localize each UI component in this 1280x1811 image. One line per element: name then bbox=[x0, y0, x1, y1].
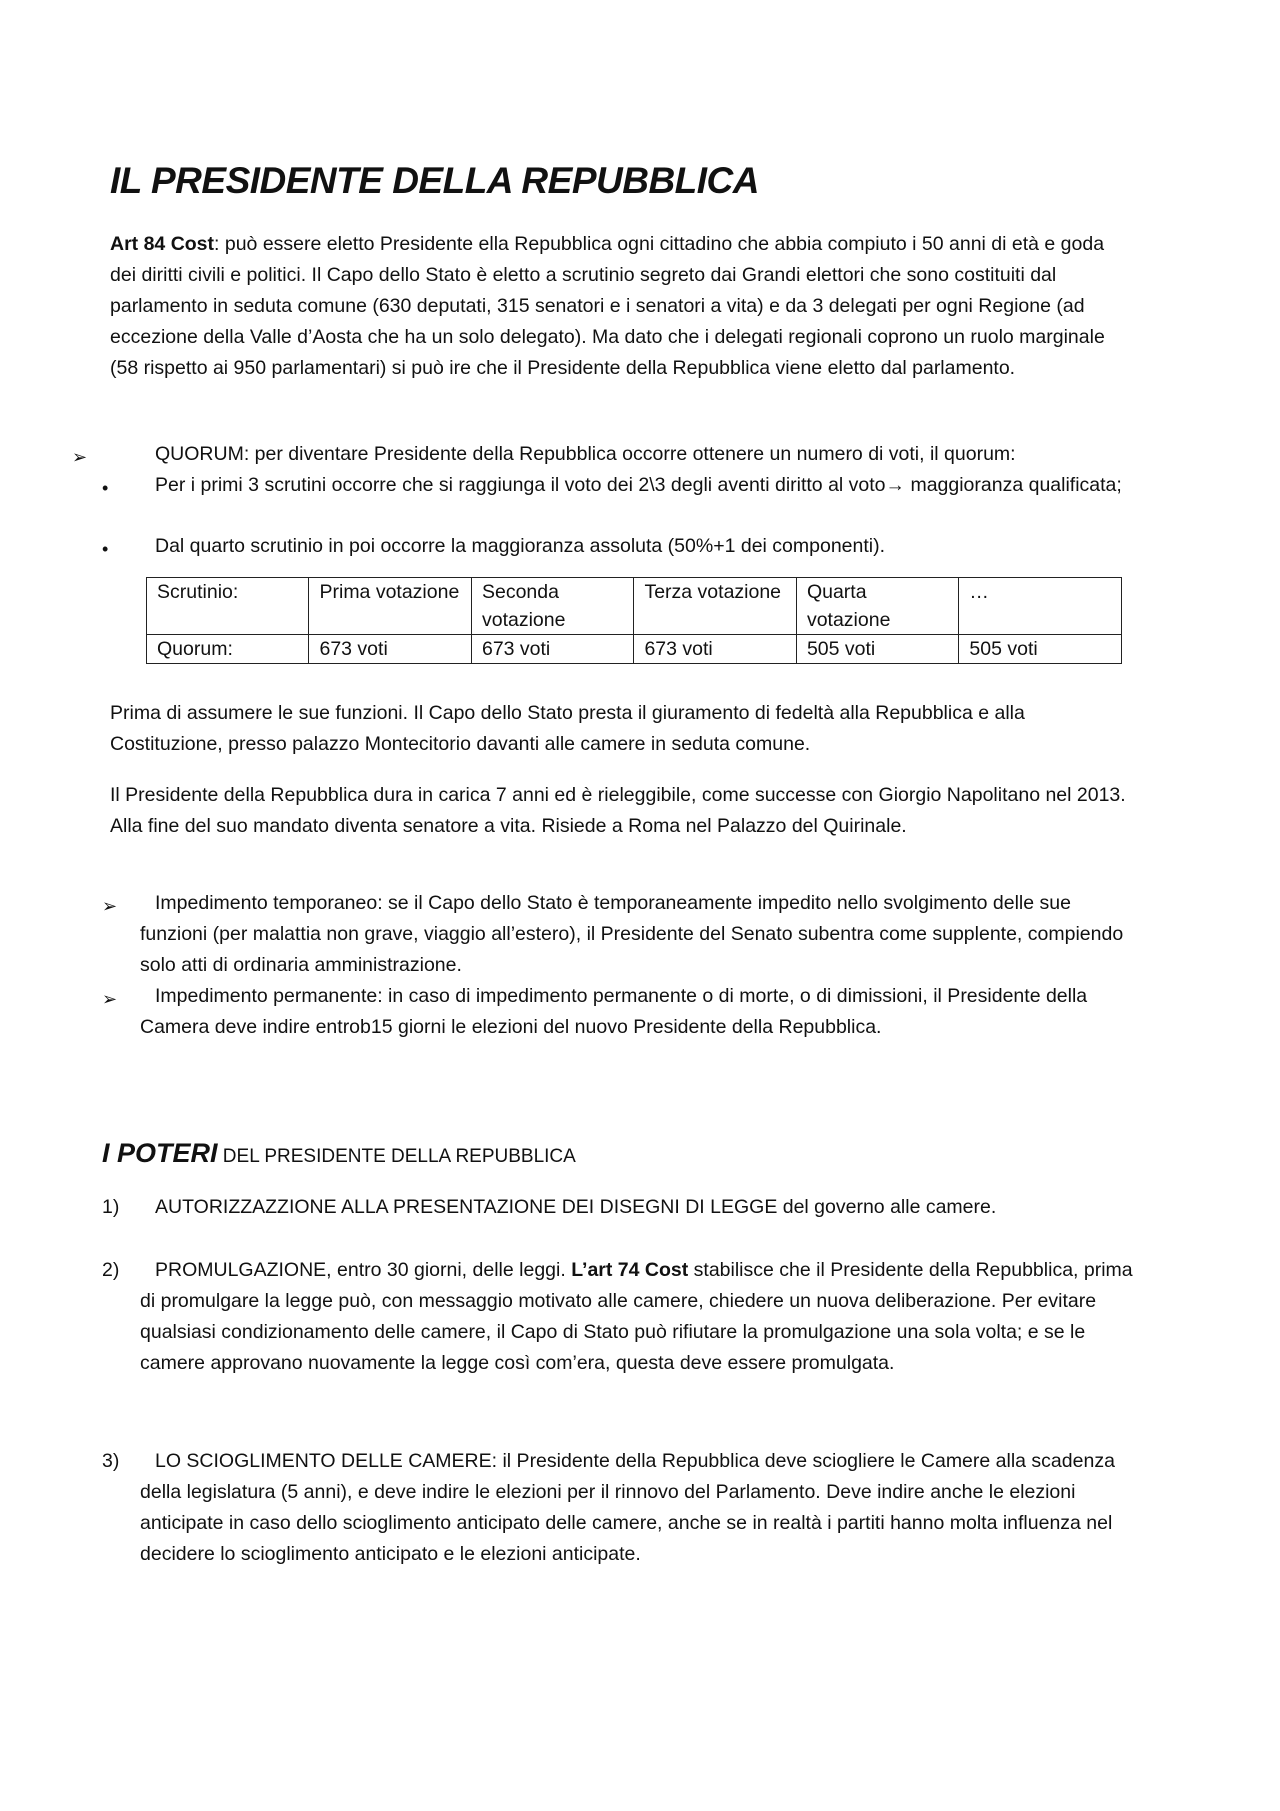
table-cell: … bbox=[959, 578, 1122, 635]
intro-bold-lead: Art 84 Cost bbox=[110, 233, 215, 255]
table-cell: Quarta votazione bbox=[796, 578, 958, 635]
powers-title-big: I POTERI bbox=[102, 1138, 218, 1168]
list-number: 2) bbox=[102, 1259, 120, 1281]
table-cell: 673 voti bbox=[634, 635, 796, 664]
power-item-1: AUTORIZZAZZIONE ALLA PRESENTAZIONE DEI DISEGNI DI LEGGE del governo alle camere. bbox=[155, 1196, 997, 1218]
list-number: 3) bbox=[102, 1450, 120, 1472]
powers-title-small: DEL PRESIDENTE DELLA REPUBBLICA bbox=[217, 1146, 576, 1167]
arrow-bullet-icon: ➢ bbox=[72, 447, 88, 467]
table-row bbox=[147, 635, 1122, 664]
bullet-dot-icon: • bbox=[102, 478, 109, 498]
power-item-3: LO SCIOGLIMENTO DELLE CAMERE: il Presidente della Repubblica deve sciogliere le Camere alla scadenza della legislatura (5 anni), e deve indire le elezioni per il rinnovo del Parlamento. Deve indire anche le elezioni anticipate in caso dello scioglimento anticipato delle camere, anche se in realtà i partiti hanno molta influenza nel decidere lo scioglimento anticipato e le elezioni anticipate. bbox=[140, 1450, 1115, 1565]
oath-paragraph: Prima di assumere le sue funzioni. Il Capo dello Stato presta il giuramento di fedeltà alla Repubblica e alla Costituzione, presso palazzo Montecitorio davanti alle camere in seduta comune. bbox=[110, 702, 1025, 755]
power-item-2-text-a: PROMULGAZIONE, entro 30 giorni, delle leggi. bbox=[155, 1259, 572, 1281]
page-title: IL PRESIDENTE DELLA REPUBBLICA bbox=[110, 160, 759, 201]
table-cell: Seconda votazione bbox=[471, 578, 633, 635]
power-item-2 bbox=[140, 1255, 1140, 1379]
table-cell: Scrutinio: bbox=[147, 578, 309, 635]
table-cell: Terza votazione bbox=[634, 578, 796, 635]
power-item-2-text-b: stabilisce che il Presidente della Repubblica, prima di promulgare la legge può, con messaggio motivato alle camere, chiedere un nuova deliberazione. Per evitare qualsiasi condizionamento delle camere, il Capo di Stato può rifiutare la promulgazione una sola volta; e se le camere approvano nuovamente la legge così com’era, questa deve essere promulgata. bbox=[140, 1259, 1133, 1374]
quorum-bullet-2: Dal quarto scrutinio in poi occorre la maggioranza assoluta (50%+1 dei componenti). bbox=[155, 535, 886, 557]
arrow-bullet-icon: ➢ bbox=[102, 896, 118, 916]
quorum-bullet-1: Per i primi 3 scrutini occorre che si raggiunga il voto dei 2\3 degli aventi diritto al voto→ maggioranza qualificata; bbox=[155, 474, 1122, 496]
arrow-bullet-icon: ➢ bbox=[102, 989, 118, 1009]
impediment-temporary: Impedimento temporaneo: se il Capo dello Stato è temporaneamente impedito nello svolgimento delle sue funzioni (per malattia non grave, viaggio all’estero), il Presidente del Senato subentra come supplente, compiendo solo atti di ordinaria amministrazione. bbox=[140, 892, 1124, 976]
table-cell: 673 voti bbox=[471, 635, 633, 664]
table-cell: Prima votazione bbox=[309, 578, 471, 635]
intro-paragraph bbox=[110, 229, 1130, 384]
quorum-intro: QUORUM: per diventare Presidente della Repubblica occorre ottenere un numero di voti, il quorum: bbox=[155, 443, 1016, 465]
power-item-2-bold: L’art 74 Cost bbox=[571, 1259, 689, 1281]
table-cell: 673 voti bbox=[309, 635, 471, 664]
powers-section-title bbox=[102, 1138, 576, 1169]
table-header-row bbox=[147, 578, 1122, 635]
term-paragraph: Il Presidente della Repubblica dura in carica 7 anni ed è rieleggibile, come successe con Giorgio Napolitano nel 2013. Alla fine del suo mandato diventa senatore a vita. Risiede a Roma nel Palazzo del Quirinale. bbox=[110, 784, 1126, 837]
table-cell: Quorum: bbox=[147, 635, 309, 664]
impediment-permanent: Impedimento permanente: in caso di impedimento permanente o di morte, o di dimissioni, il Presidente della Camera deve indire entrob15 giorni le elezioni del nuovo Presidente della Repubblica. bbox=[140, 985, 1088, 1038]
bullet-dot-icon: • bbox=[102, 539, 109, 559]
quorum-table bbox=[146, 577, 1122, 664]
intro-text: : può essere eletto Presidente ella Repubblica ogni cittadino che abbia compiuto i 50 anni di età e goda dei diritti civili e politici. Il Capo dello Stato è eletto a scrutinio segreto dai Grandi elettori che sono costituiti dal parlamento in seduta comune (630 deputati, 315 senatori e i senatori a vita) e da 3 delegati per ogni Regione (ad eccezione della Valle d’Aosta che ha un solo delegato). Ma dato che i delegati regionali coprono un ruolo marginale (58 rispetto ai 950 parlamentari) si può ire che il Presidente della Repubblica viene eletto dal parlamento. bbox=[110, 233, 1105, 379]
table-cell: 505 voti bbox=[796, 635, 958, 664]
list-number: 1) bbox=[102, 1196, 120, 1218]
table-cell: 505 voti bbox=[959, 635, 1122, 664]
